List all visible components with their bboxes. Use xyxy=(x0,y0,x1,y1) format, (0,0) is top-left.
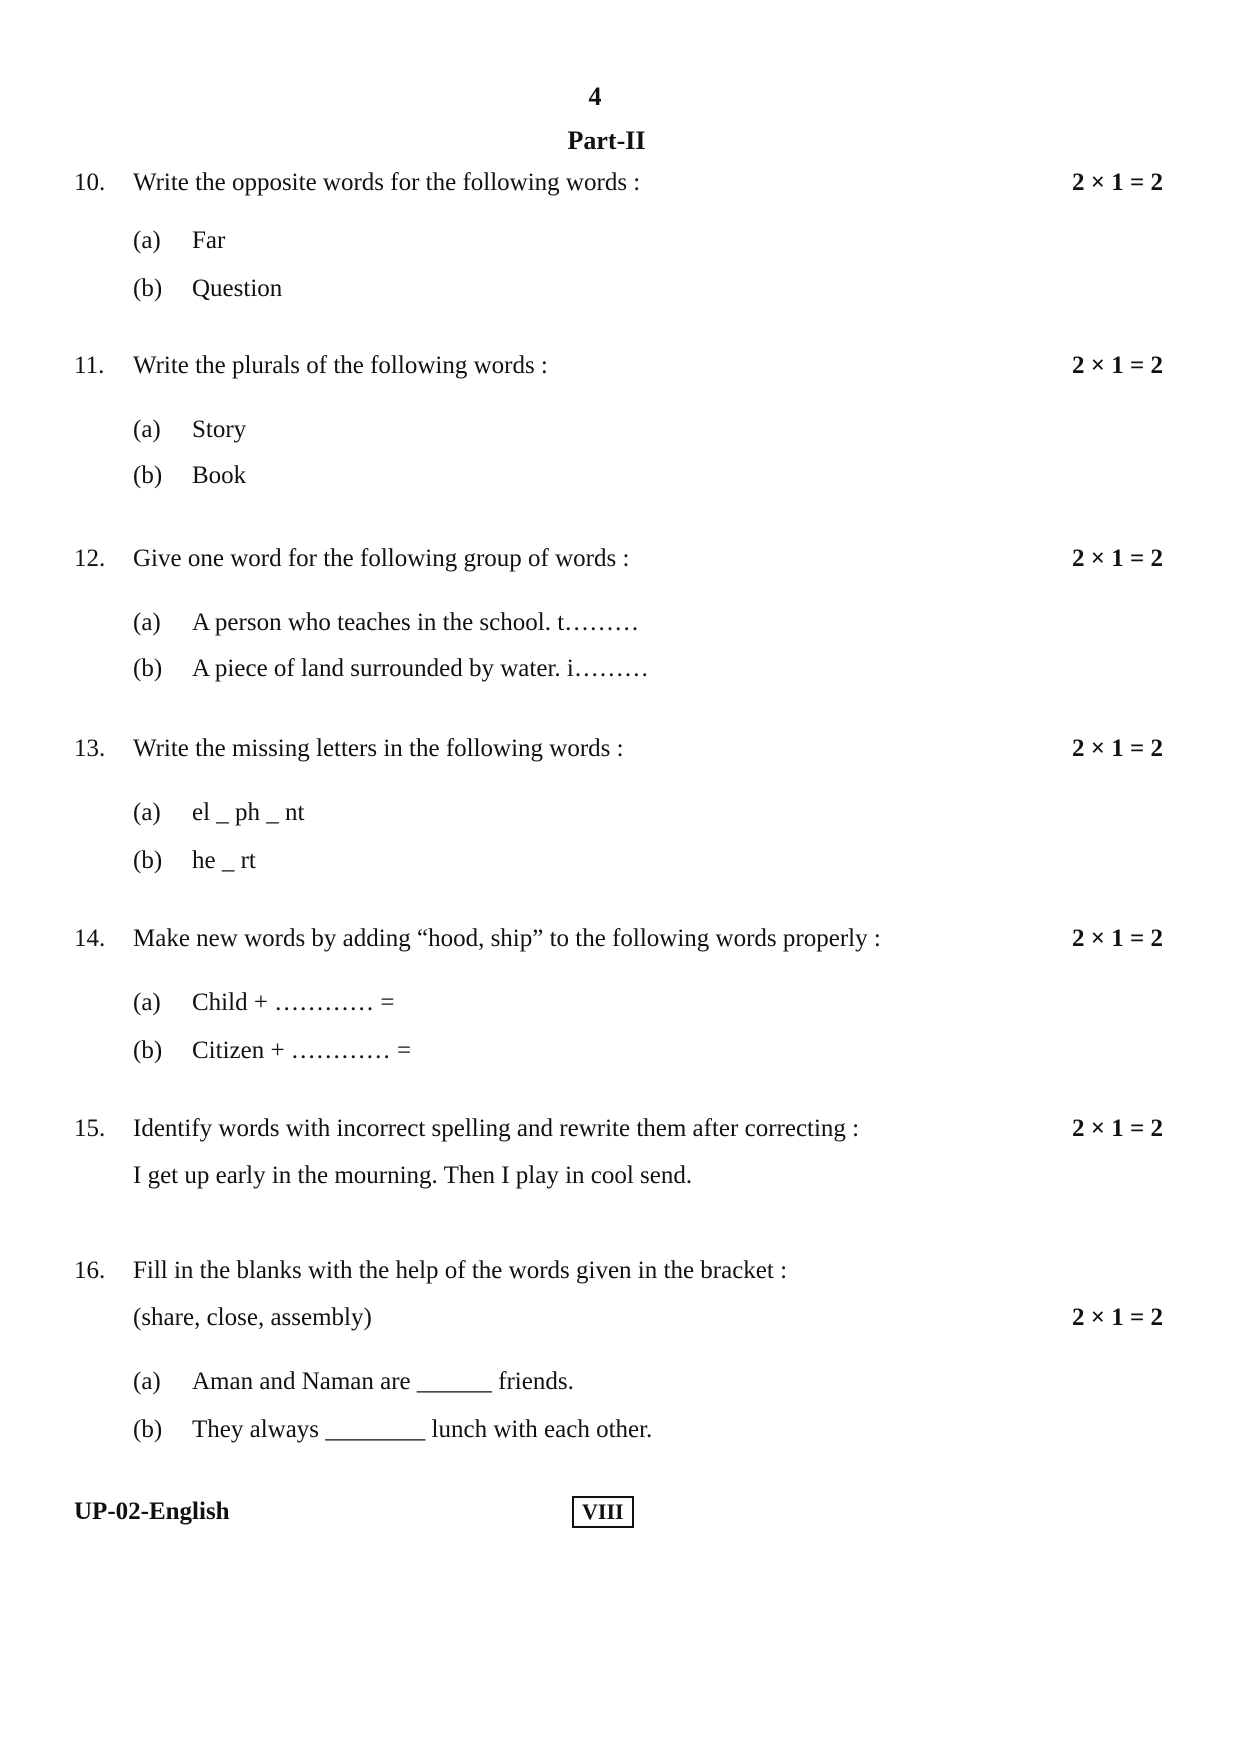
question-number: 14. xyxy=(74,925,106,952)
sub-item-text: Book xyxy=(192,462,247,489)
sub-item-label: (a) xyxy=(133,227,161,254)
question-text: Give one word for the following group of words : xyxy=(133,545,630,572)
question-text: Write the missing letters in the following words : xyxy=(133,735,624,762)
sub-item-label: (b) xyxy=(133,847,163,874)
question-marks: 2 × 1 = 2 xyxy=(1072,545,1163,572)
sub-item-text: They always ________ lunch with each other. xyxy=(192,1416,653,1443)
sub-item-label: (b) xyxy=(133,275,163,302)
question-number: 13. xyxy=(74,735,106,762)
sub-item-text: Child + ………… = xyxy=(192,989,395,1016)
question-12 xyxy=(74,544,1174,684)
word-bank-line xyxy=(74,1303,1174,1333)
question-sentence-line xyxy=(74,1161,1174,1191)
sub-item-text: A person who teaches in the school. t……… xyxy=(192,609,640,636)
question-text: Write the plurals of the following words : xyxy=(133,352,548,379)
question-marks: 2 × 1 = 2 xyxy=(1072,1115,1163,1142)
sub-item-text: el _ ph _ nt xyxy=(192,799,305,826)
sub-item-b xyxy=(74,654,1174,684)
question-marks: 2 × 1 = 2 xyxy=(1072,352,1163,379)
sub-item-a xyxy=(74,798,1174,828)
question-sentence: I get up early in the mourning. Then I play in cool send. xyxy=(133,1162,693,1189)
question-number: 16. xyxy=(74,1257,106,1284)
sub-item-a xyxy=(74,415,1174,445)
sub-item-a xyxy=(74,226,1174,256)
question-text: Write the opposite words for the following words : xyxy=(133,169,641,196)
paper-code: UP-02-English xyxy=(74,1498,230,1525)
part-title: Part-II xyxy=(567,126,646,155)
class-label-box: VIII xyxy=(572,1496,634,1528)
sub-item-label: (a) xyxy=(133,1368,161,1395)
sub-item-b xyxy=(74,274,1174,304)
question-marks: 2 × 1 = 2 xyxy=(1072,1304,1163,1331)
question-marks: 2 × 1 = 2 xyxy=(1072,169,1163,196)
sub-item-b xyxy=(74,1415,1174,1445)
question-number: 10. xyxy=(74,169,106,196)
question-marks: 2 × 1 = 2 xyxy=(1072,925,1163,952)
sub-item-b xyxy=(74,846,1174,876)
sub-item-b xyxy=(74,461,1174,491)
sub-item-text: Aman and Naman are ______ friends. xyxy=(192,1368,574,1395)
sub-item-label: (b) xyxy=(133,1416,163,1443)
sub-item-text: A piece of land surrounded by water. i……… xyxy=(192,655,649,682)
sub-item-text: Far xyxy=(192,227,226,254)
question-text: Make new words by adding “hood, ship” to the following words properly : xyxy=(133,925,881,952)
word-bank: (share, close, assembly) xyxy=(133,1304,372,1331)
sub-item-b xyxy=(74,1036,1174,1066)
sub-item-label: (a) xyxy=(133,416,161,443)
question-10 xyxy=(74,168,1174,304)
sub-item-label: (b) xyxy=(133,1037,163,1064)
sub-item-a xyxy=(74,1367,1174,1397)
sub-item-text: Question xyxy=(192,275,283,302)
question-14 xyxy=(74,924,1174,1066)
question-marks: 2 × 1 = 2 xyxy=(1072,735,1163,762)
sub-item-text: Citizen + ………… = xyxy=(192,1037,412,1064)
sub-item-label: (b) xyxy=(133,462,163,489)
sub-item-label: (a) xyxy=(133,799,161,826)
question-number: 12. xyxy=(74,545,106,572)
sub-item-label: (b) xyxy=(133,655,163,682)
sub-item-label: (a) xyxy=(133,989,161,1016)
page-number: 4 xyxy=(588,82,602,111)
sub-item-text: he _ rt xyxy=(192,847,256,874)
question-13 xyxy=(74,734,1174,876)
sub-item-text: Story xyxy=(192,416,247,443)
question-text: Fill in the blanks with the help of the words given in the bracket : xyxy=(133,1257,788,1284)
question-11 xyxy=(74,351,1174,491)
question-number: 15. xyxy=(74,1115,106,1142)
question-16 xyxy=(74,1256,1174,1445)
sub-item-label: (a) xyxy=(133,609,161,636)
question-15 xyxy=(74,1114,1174,1191)
sub-item-a xyxy=(74,988,1174,1018)
question-number: 11. xyxy=(74,352,105,379)
question-text: Identify words with incorrect spelling and rewrite them after correcting : xyxy=(133,1115,860,1142)
sub-item-a xyxy=(74,608,1174,638)
